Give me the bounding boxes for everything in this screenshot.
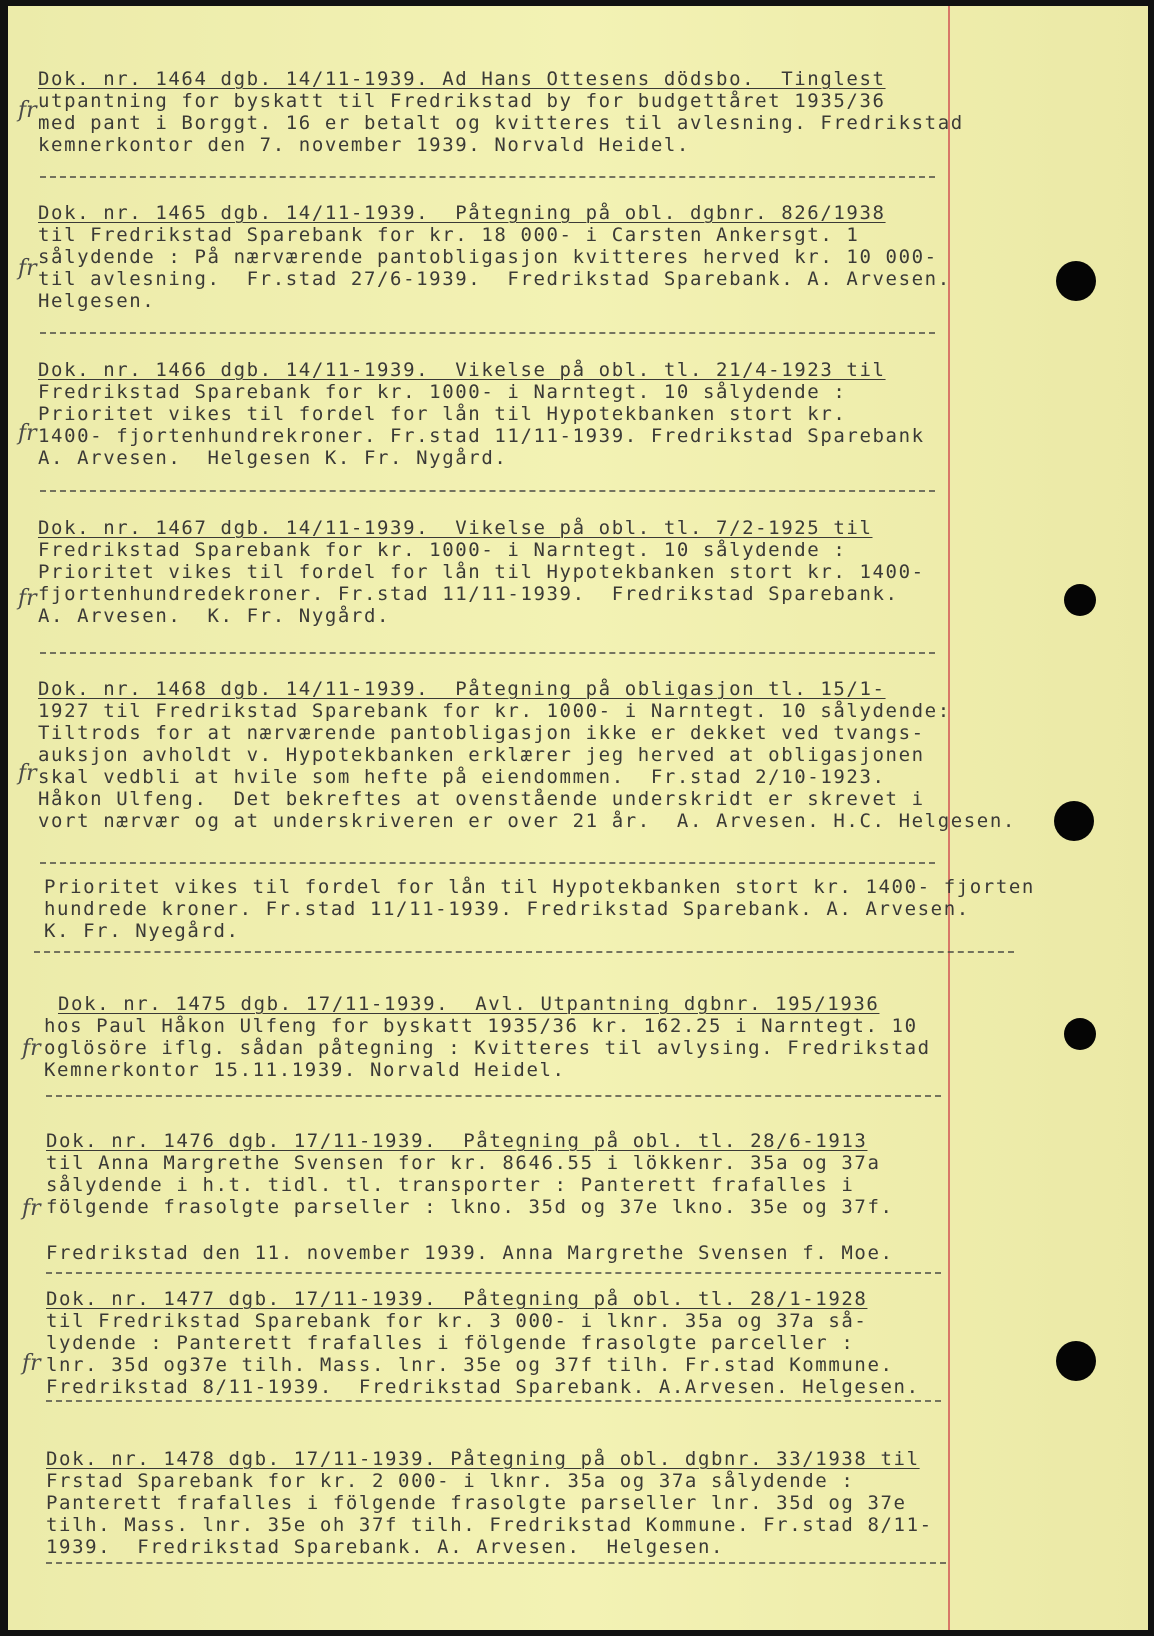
entry-text-line: fölgende frasolgte parseller : lkno. 35d og 37e lkno. 35e og 37f. bbox=[46, 1196, 894, 1218]
entry-heading: Dok. nr. 1465 dgb. 14/11-1939. Påtegning på obl. dgbnr. 826/1938 bbox=[38, 202, 886, 224]
separator-rule bbox=[40, 490, 935, 492]
entry-text-line: Fredrikstad 8/11-1939. Fredrikstad Sparebank. A.Arvesen. Helgesen. bbox=[46, 1376, 920, 1398]
entry-text-line: sålydende i h.t. tidl. tl. transporter : Panterett frafalles i bbox=[46, 1174, 855, 1196]
entry-text-line: 1927 til Fredrikstad Sparebank for kr. 1000- i Narntegt. 10 sålydende: bbox=[38, 700, 951, 722]
entry-heading: Dok. nr. 1476 dgb. 17/11-1939. Påtegning på obl. tl. 28/6-1913 bbox=[46, 1130, 868, 1152]
entry-text-line: auksjon avholdt v. Hypotekbanken erklærer jeg herved at obligasjonen bbox=[38, 744, 925, 766]
margin-mark: fr bbox=[18, 761, 37, 786]
margin-mark: fr bbox=[18, 98, 37, 123]
entry-heading: Dok. nr. 1475 dgb. 17/11-1939. Avl. Utpantning dgbnr. 195/1936 bbox=[58, 993, 880, 1015]
separator-rule bbox=[46, 1095, 941, 1097]
entry-text-line: fjortenhundredekroner. Fr.stad 11/11-1939. Fredrikstad Sparebank. bbox=[38, 583, 899, 605]
entry-text-line: vort nærvær og at underskriveren er over 21 år. A. Arvesen. H.C. Helgesen. bbox=[38, 810, 1016, 832]
separator-rule bbox=[40, 332, 935, 334]
separator-rule bbox=[34, 951, 1014, 953]
entry-text-line: med pant i Borggt. 16 er betalt og kvitteres til avlesning. Fredrikstad bbox=[38, 112, 964, 134]
entry-text-line: 1939. Fredrikstad Sparebank. A. Arvesen. Helgesen. bbox=[46, 1536, 725, 1558]
entry-text-line: Prioritet vikes til fordel for lån til Hypotekbanken stort kr. 1400- fjorten bbox=[44, 876, 1035, 898]
separator-rule bbox=[40, 862, 935, 864]
entry-text-line: Håkon Ulfeng. Det bekreftes at ovenstående underskridt er skrevet i bbox=[38, 788, 925, 810]
entry-text-line: hundrede kroner. Fr.stad 11/11-1939. Fredrikstad Sparebank. A. Arvesen. bbox=[44, 898, 970, 920]
margin-mark: fr bbox=[18, 256, 37, 281]
entry-text-line: Panterett frafalles i fölgende frasolgte parseller lnr. 35d og 37e bbox=[46, 1492, 907, 1514]
entry-text-line: skal vedbli at hvile som hefte på eiendommen. Fr.stad 2/10-1923. bbox=[38, 766, 886, 788]
entry-text-line: A. Arvesen. Helgesen K. Fr. Nygård. bbox=[38, 447, 508, 469]
punch-hole bbox=[1064, 584, 1096, 616]
entry-text-line: til Anna Margrethe Svensen for kr. 8646.55 i lökkenr. 35a og 37a bbox=[46, 1152, 881, 1174]
separator-rule bbox=[40, 176, 935, 178]
entry-text-line: lydende : Panterett frafalles i fölgende frasolgte parceller : bbox=[46, 1332, 855, 1354]
punch-hole bbox=[1054, 801, 1094, 841]
entry-text-line: Kemnerkontor 15.11.1939. Norvald Heidel. bbox=[44, 1059, 566, 1081]
entry-text-line: til avlesning. Fr.stad 27/6-1939. Fredrikstad Sparebank. A. Arvesen. bbox=[38, 268, 951, 290]
entry-text-line: Fredrikstad Sparebank for kr. 1000- i Narntegt. 10 sålydende : bbox=[38, 381, 847, 403]
punch-hole bbox=[1056, 261, 1096, 301]
entry-heading: Dok. nr. 1477 dgb. 17/11-1939. Påtegning på obl. tl. 28/1-1928 bbox=[46, 1288, 868, 1310]
entry-text-line: Prioritet vikes til fordel for lån til Hypotekbanken stort kr. 1400- bbox=[38, 561, 925, 583]
entry-text-line: K. Fr. Nyegård. bbox=[44, 920, 240, 942]
entry-text-line: til Fredrikstad Sparebank for kr. 18 000- i Carsten Ankersgt. 1 bbox=[38, 224, 860, 246]
entry-text-line: til Fredrikstad Sparebank for kr. 3 000- i lknr. 35a og 37a så- bbox=[46, 1310, 868, 1332]
margin-mark: fr bbox=[18, 421, 37, 446]
entry-heading: Dok. nr. 1468 dgb. 14/11-1939. Påtegning på obligasjon tl. 15/1- bbox=[38, 678, 886, 700]
entry-text-line: Fredrikstad Sparebank for kr. 1000- i Narntegt. 10 sålydende : bbox=[38, 539, 847, 561]
entry-text-line: 1400- fjortenhundrekroner. Fr.stad 11/11-1939. Fredrikstad Sparebank bbox=[38, 425, 925, 447]
entry-heading: Dok. nr. 1478 dgb. 17/11-1939. Påtegning på obl. dgbnr. 33/1938 til bbox=[46, 1448, 920, 1470]
margin-mark: fr bbox=[18, 586, 37, 611]
entry-text-line: utpantning for byskatt til Fredrikstad by for budgettåret 1935/36 bbox=[38, 90, 886, 112]
entry-text-line: sålydende : På nærværende pantobligasjon kvitteres herved kr. 10 000- bbox=[38, 246, 938, 268]
margin-mark: fr bbox=[22, 1351, 41, 1376]
punch-hole bbox=[1056, 1341, 1096, 1381]
entry-text-line: A. Arvesen. K. Fr. Nygård. bbox=[38, 605, 391, 627]
margin-mark: fr bbox=[22, 1196, 41, 1221]
entry-text-line: kemnerkontor den 7. november 1939. Norvald Heidel. bbox=[38, 134, 690, 156]
separator-rule bbox=[46, 1400, 941, 1402]
separator-rule bbox=[40, 652, 935, 654]
entry-heading: Dok. nr. 1464 dgb. 14/11-1939. Ad Hans Ottesens dödsbo. Tinglest bbox=[38, 68, 886, 90]
entry-text-line: Prioritet vikes til fordel for lån til Hypotekbanken stort kr. bbox=[38, 403, 847, 425]
entry-text-line: Helgesen. bbox=[38, 290, 156, 312]
separator-rule bbox=[46, 1562, 946, 1564]
entry-text-line: tilh. Mass. lnr. 35e oh 37f tilh. Fredrikstad Kommune. Fr.stad 8/11- bbox=[46, 1514, 933, 1536]
entry-text-line: oglösöre iflg. sådan påtegning : Kvitteres til avlysing. Fredrikstad bbox=[44, 1037, 931, 1059]
document-page bbox=[8, 6, 1148, 1630]
entry-text-line: Frstad Sparebank for kr. 2 000- i lknr. 35a og 37a sålydende : bbox=[46, 1470, 855, 1492]
separator-rule bbox=[46, 1272, 941, 1274]
entry-text-line: Fredrikstad den 11. november 1939. Anna Margrethe Svensen f. Moe. bbox=[46, 1242, 894, 1264]
entry-text-line: Tiltrods for at nærværende pantobligasjon ikke er dekket ved tvangs- bbox=[38, 722, 925, 744]
entry-heading: Dok. nr. 1466 dgb. 14/11-1939. Vikelse på obl. tl. 21/4-1923 til bbox=[38, 359, 886, 381]
margin-mark: fr bbox=[22, 1036, 41, 1061]
entry-heading: Dok. nr. 1467 dgb. 14/11-1939. Vikelse på obl. tl. 7/2-1925 til bbox=[38, 517, 873, 539]
entry-text-line: hos Paul Håkon Ulfeng for byskatt 1935/36 kr. 162.25 i Narntegt. 10 bbox=[44, 1015, 918, 1037]
entry-text-line: lnr. 35d og37e tilh. Mass. lnr. 35e og 37f tilh. Fr.stad Kommune. bbox=[46, 1354, 894, 1376]
punch-hole bbox=[1064, 1018, 1096, 1050]
